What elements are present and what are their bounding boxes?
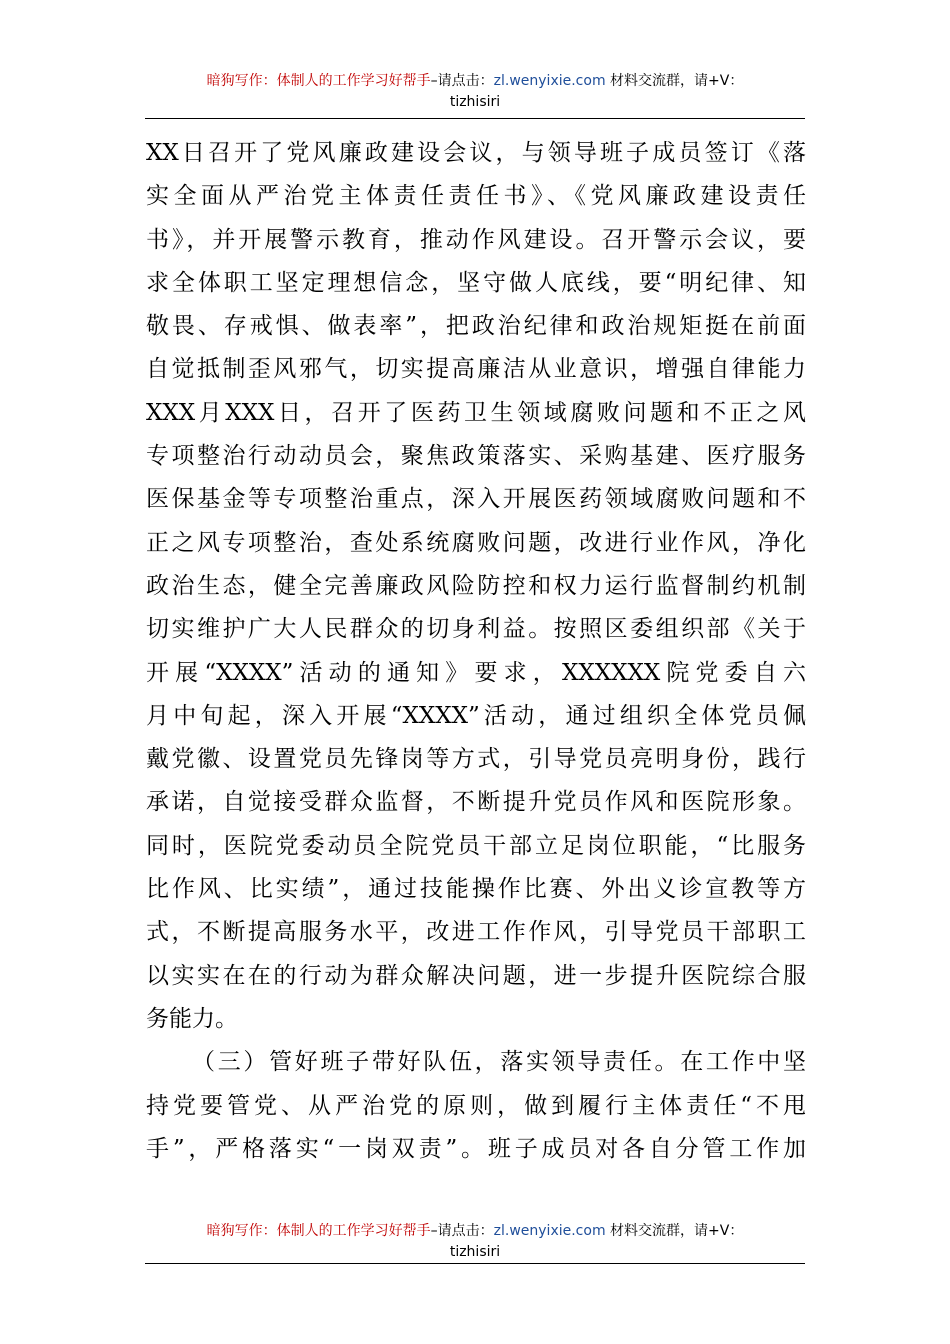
body-line: 承诺，自觉接受群众监督，不断提升党员作风和医院形象。 — [146, 789, 806, 816]
body-line: 实全面从严治党主体责任责任书》、《党风廉政建设责任 — [146, 183, 806, 210]
body-line: XX日召开了党风廉政建设会议，与领导班子成员签订《落 — [146, 140, 806, 166]
body-line: 专项整治行动动员会，聚焦政策落实、采购基建、医疗服务 — [146, 443, 806, 470]
header-banner-contact: 材料交流群，请+V： — [605, 73, 744, 89]
body-line: 开展“XXXX”活动的通知》要求，XXXXXX院党委自六 — [146, 659, 806, 686]
body-line: 书》，并开展警示教育，推动作风建设。召开警示会议，要 — [146, 226, 806, 253]
body-line: 医保基金等专项整治重点，深入开展医药领域腐败问题和不 — [146, 486, 806, 513]
body-line: 月中旬起，深入开展“XXXX”活动，通过组织全体党员佩 — [146, 702, 806, 729]
body-line: XXX月XXX日，召开了医药卫生领域腐败问题和不正之风 — [146, 399, 806, 426]
header-banner-title: 暗狗写作：体制人的工作学习好帮手 — [206, 73, 431, 89]
footer-banner-wechat: tizhisiri — [449, 1244, 501, 1260]
body-line: 持党要管党、从严治党的原则，做到履行主体责任“不甩 — [146, 1092, 806, 1119]
body-line: 同时，医院党委动员全院党员干部立足岗位职能，“比服务 — [146, 832, 806, 859]
body-line: 比作风、比实绩”，通过技能操作比赛、外出义诊宣教等方 — [146, 876, 806, 903]
document-body — [146, 132, 806, 1171]
header-banner-link[interactable]: zl.wenyixie.com — [493, 73, 606, 89]
header-banner — [145, 71, 805, 113]
footer-banner-contact: 材料交流群，请+V： — [605, 1223, 744, 1239]
header-banner-wechat: tizhisiri — [449, 94, 501, 110]
body-line: 敬畏、存戒惧、做表率”，把政治纪律和政治规矩挺在前面 — [146, 313, 806, 340]
body-line: 切实维护广大人民群众的切身利益。按照区委组织部《关于 — [146, 616, 806, 643]
footer-banner-link[interactable]: zl.wenyixie.com — [493, 1223, 606, 1239]
footer-divider — [145, 1263, 805, 1264]
footer-banner-prompt: –请点击： — [430, 1223, 494, 1239]
body-line: 自觉抵制歪风邪气，切实提高廉洁从业意识，增强自律能力 — [146, 356, 806, 383]
body-line: 手”，严格落实“一岗双责”。班子成员对各自分管工作加 — [146, 1135, 806, 1162]
body-line: 正之风专项整治，查处系统腐败问题，改进行业作风，净化 — [146, 529, 806, 556]
body-line: 戴党徽、设置党员先锋岗等方式，引导党员亮明身份，践行 — [146, 746, 806, 773]
header-banner-line-1 — [145, 71, 805, 92]
body-line: 务能力。 — [146, 1005, 238, 1032]
footer-banner — [145, 1221, 805, 1263]
section-heading-line: （三）管好班子带好队伍，落实领导责任。在工作中坚 — [192, 1049, 806, 1076]
footer-banner-title: 暗狗写作：体制人的工作学习好帮手 — [206, 1223, 431, 1239]
body-line: 政治生态，健全完善廉政风险防控和权力运行监督制约机制 — [146, 572, 806, 599]
body-line: 式，不断提高服务水平，改进工作作风，引导党员干部职工 — [146, 919, 806, 946]
header-divider — [145, 118, 805, 119]
footer-banner-line-1 — [145, 1221, 805, 1242]
body-line: 以实实在在的行动为群众解决问题，进一步提升医院综合服 — [146, 962, 806, 989]
header-banner-prompt: –请点击： — [430, 73, 494, 89]
body-line: 求全体职工坚定理想信念，坚守做人底线，要“明纪律、知 — [146, 269, 806, 296]
